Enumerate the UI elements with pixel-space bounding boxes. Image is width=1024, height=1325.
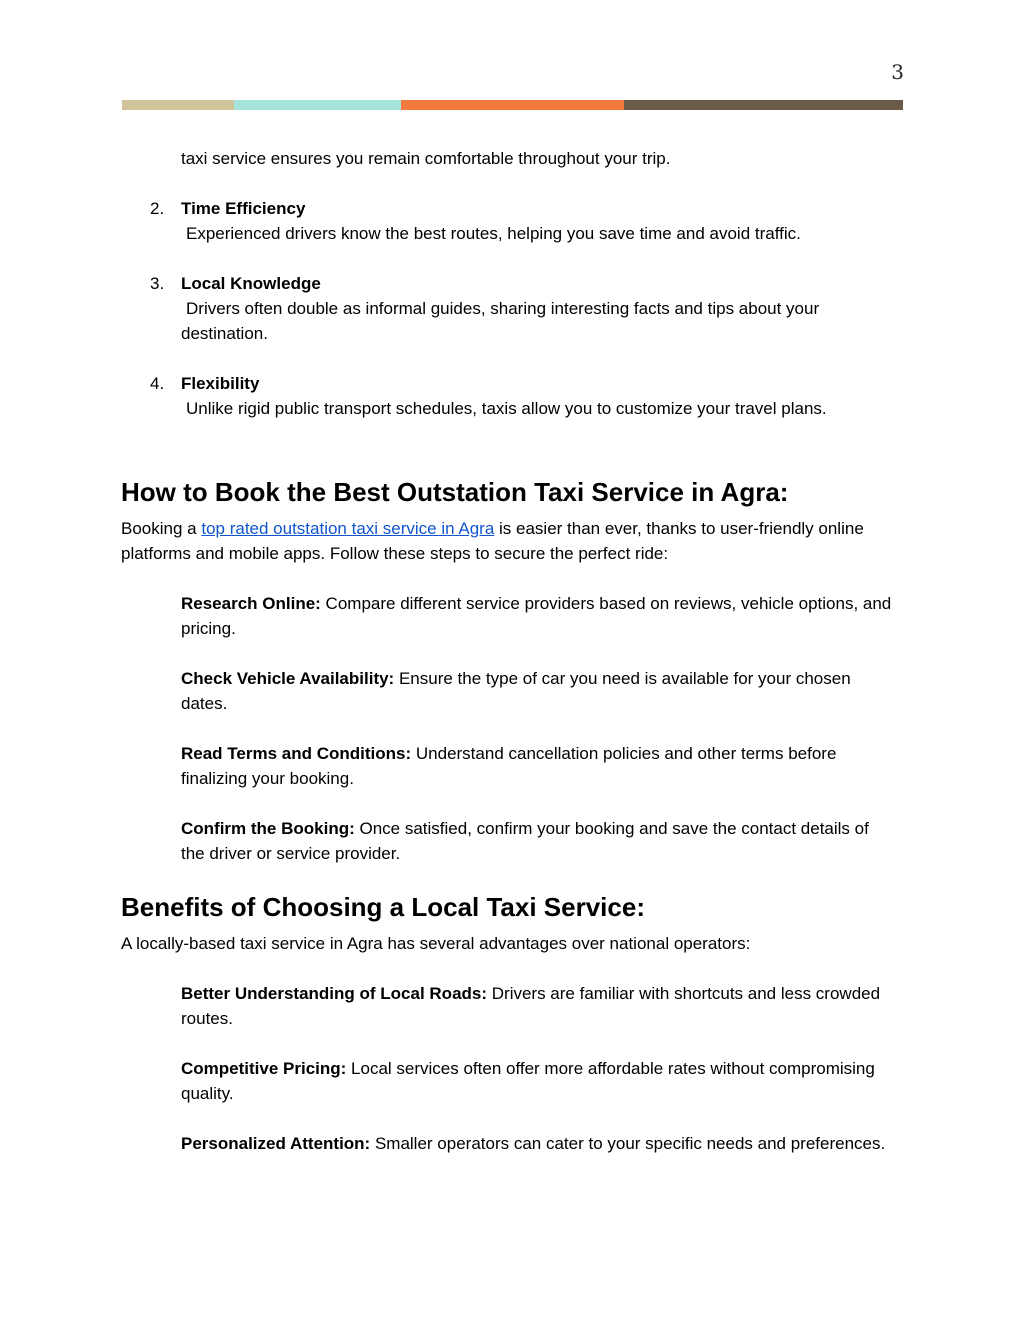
step-text: Ensure the type of car you need is available for your chosen dates. bbox=[181, 669, 851, 713]
top-rated-taxi-link[interactable]: top rated outstation taxi service in Agra bbox=[201, 519, 495, 538]
benefit-text: Drivers are familiar with shortcuts and less crowded routes. bbox=[181, 984, 881, 1028]
item-number: 4. bbox=[150, 374, 165, 393]
intro-text-before: Booking a bbox=[121, 519, 202, 538]
step-label: Confirm the Booking: bbox=[181, 819, 355, 838]
item-number: 3. bbox=[150, 274, 165, 293]
item-description: Unlike rigid public transport schedules, taxis allow you to customize your travel plans. bbox=[186, 399, 827, 418]
numbered-item bbox=[121, 371, 896, 421]
benefit-item bbox=[121, 1131, 896, 1156]
numbered-item bbox=[121, 196, 896, 246]
item-number: 2. bbox=[150, 199, 165, 218]
benefit-label: Better Understanding of Local Roads: bbox=[181, 984, 488, 1003]
benefit-text: Smaller operators can cater to your specific needs and preferences. bbox=[370, 1134, 886, 1153]
booking-intro bbox=[121, 516, 896, 566]
benefit-item bbox=[121, 1056, 896, 1106]
color-bar-segment-brown bbox=[624, 100, 903, 110]
booking-step bbox=[121, 591, 896, 641]
section-heading-benefits: Benefits of Choosing a Local Taxi Service: bbox=[121, 892, 645, 922]
step-label: Check Vehicle Availability: bbox=[181, 669, 395, 688]
item-title: Flexibility bbox=[181, 374, 260, 393]
step-label: Read Terms and Conditions: bbox=[181, 744, 412, 763]
decorative-color-bar bbox=[122, 100, 903, 110]
section-heading-booking: How to Book the Best Outstation Taxi Service in Agra: bbox=[121, 477, 789, 507]
item-description: Drivers often double as informal guides, sharing interesting facts and tips about your bbox=[186, 299, 820, 318]
carry-over-text: taxi service ensures you remain comfortable throughout your trip. bbox=[181, 149, 671, 168]
booking-step bbox=[121, 741, 896, 791]
benefit-text: Local services often offer more affordable rates without compromising quality. bbox=[181, 1059, 875, 1103]
color-bar-segment-orange bbox=[401, 100, 624, 110]
item-description: Experienced drivers know the best routes, helping you save time and avoid traffic. bbox=[186, 224, 801, 243]
benefit-label: Competitive Pricing: bbox=[181, 1059, 347, 1078]
step-label: Research Online: bbox=[181, 594, 321, 613]
booking-step bbox=[121, 666, 896, 716]
step-text: Compare different service providers based on reviews, vehicle options, and pricing. bbox=[181, 594, 892, 638]
benefit-item bbox=[121, 981, 896, 1031]
color-bar-segment-aqua bbox=[234, 100, 401, 110]
intro-text-after: is easier than ever, thanks to user-friendly online platforms and mobile apps. Follow these steps to secure the perfect ride: bbox=[121, 519, 864, 563]
numbered-item bbox=[121, 271, 896, 346]
booking-step bbox=[121, 816, 896, 866]
step-text: Once satisfied, confirm your booking and save the contact details of the driver or service provider. bbox=[181, 819, 869, 863]
page-number: 3 bbox=[891, 60, 904, 84]
item-title: Local Knowledge bbox=[181, 274, 321, 293]
color-bar-segment-tan bbox=[122, 100, 234, 110]
document-body bbox=[121, 146, 896, 1181]
step-text: Understand cancellation policies and other terms before finalizing your booking. bbox=[181, 744, 837, 788]
benefits-intro: A locally-based taxi service in Agra has several advantages over national operators: bbox=[121, 934, 751, 953]
item-title: Time Efficiency bbox=[181, 199, 306, 218]
benefit-label: Personalized Attention: bbox=[181, 1134, 371, 1153]
item-description-continued: destination. bbox=[181, 324, 268, 343]
